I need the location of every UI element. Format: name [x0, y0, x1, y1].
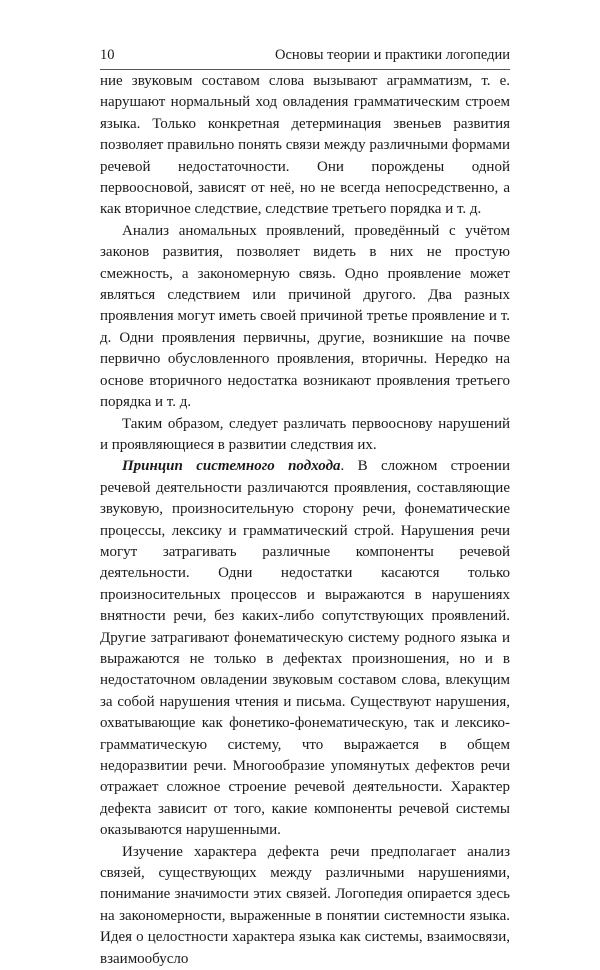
principle-heading: Принцип системного подхода: [122, 458, 341, 475]
paragraph-continuation: ние звуковым составом слова вызывают аграмматизм, т. е. нарушают нормальный ход овладения грамматическим строем языка. Только конкретная детерминация звеньев развития позволяет правильно понять связи между различными формами речевой недостаточности. Они порождены одной первоосновой, зависят от неё, но не всегда непосредственно, а как вторичное следствие, следствие третьего порядка и т. д.: [100, 73, 510, 218]
paragraph-defect-study: Изучение характера дефекта речи предполагает анализ связей, существующих между различными нарушениями, понимание значимости этих связей. Логопедия опирается здесь на закономерности, выраженные в понятии системности языка. Идея о целостности характера языка как системы, взаимосвязи, взаимообусло: [100, 843, 510, 967]
body-text: [100, 71, 510, 970]
paragraph-systemic-approach: [100, 456, 510, 841]
header-rule: [100, 69, 510, 70]
paragraph-systemic-approach-text: . В сложном строении речевой деятельности различаются проявления, составляющие звуковую, произносительную сторону речи, фонематические процессы, лексику и грамматический строй. Нарушения речи могут затрагивать различные компоненты речевой деятельности. Одни недостатки касаются только произносительных процессов и выражаются в нарушениях внятности речи, без каких-либо сопутствующих проявлений. Другие затрагивают фонематическую систему родного языка и выражаются не только в дефектах произношения, но и в недостаточном овладении звуковым составом слова, влекущим за собой нарушения чтения и письма. Существуют нарушения, охватывающие как фонетико-фонематическую, так и лексикограмматическую систему, что выражается в общем недоразвитии речи. Многообразие упомянутых дефектов речи отражает сложное строение речевой деятельности. Характер дефекта зависит от того, какие компоненты речевой системы оказываются нарушенными.: [100, 458, 510, 839]
page-number: 10: [100, 47, 115, 63]
paragraph-conclusion: Таким образом, следует различать первооснову нарушений и проявляющиеся в развитии следствия их.: [100, 415, 510, 453]
running-header: [100, 45, 510, 65]
running-title: Основы теории и практики логопедии: [275, 47, 510, 63]
paragraph-anomalies-analysis: Анализ аномальных проявлений, проведённый с учётом законов развития, позволяет видеть в них не простую смежность, а закономерную связь. Одно проявление может являться следствием или причиной другого. Два разных проявления могут иметь своей причиной третье проявление и т. д. Одни проявления первичны, другие, возникшие на почве первично обусловленного проявления, вторичны. Нередко на основе вторичного недостатка возникают проявления третьего порядка и т. д.: [100, 222, 510, 411]
